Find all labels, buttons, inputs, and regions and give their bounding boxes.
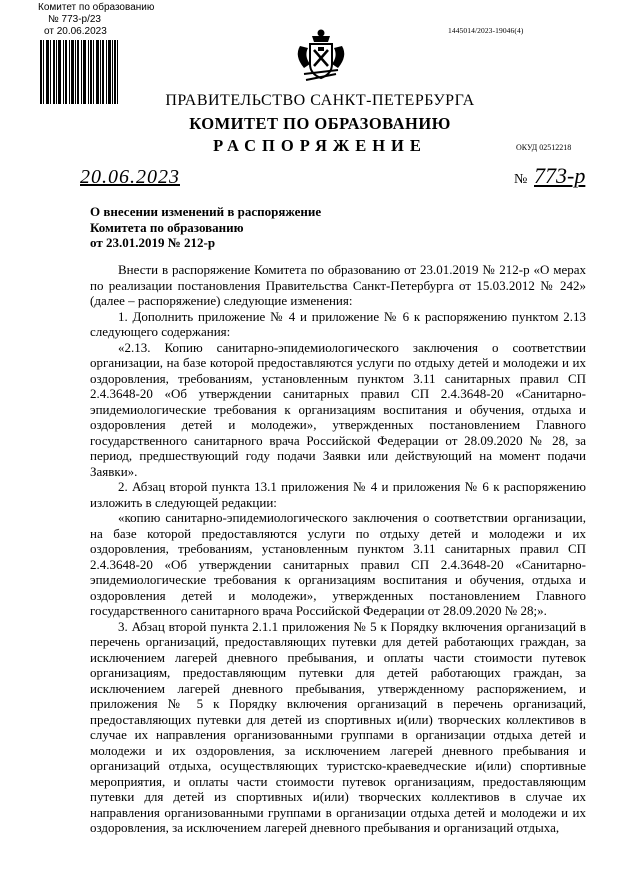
paragraph: 2. Абзац второй пункта 13.1 приложения № 4 и приложения № 6 к распоряжению изложить в следующей редакции: (90, 479, 586, 510)
subject-line: О внесении изменений в распоряжение (90, 204, 322, 219)
stamp-date: от 20.06.2023 (44, 26, 107, 37)
subject-line: от 23.01.2019 № 212-р (90, 235, 216, 250)
stamp-number: № 773-р/23 (48, 14, 101, 25)
paragraph: Внести в распоряжение Комитета по образованию от 23.01.2019 № 212-р «О мерах по реализации постановления Правительства Санкт-Петербурга от 15.03.2012 № 242» (далее – распоряжение) следующие изменения: (90, 262, 586, 308)
paragraph: «2.13. Копию санитарно-эпидемиологического заключения о соответствии организации, на базе которой предоставляются услуги по отдыху детей и молодежи и их оздоровления, требованиям, установленным пунктом 3.11 санитарных правил СП 2.4.3648-20 «Об утверждении санитарных правил СП 2.4.3648-20 «Санитарно-эпидемиологические требования к организациям воспитания и обучения, отдыха и оздоровления детей и молодежи», утвержденных постановлением Главного государственного санитарного врача Российской Федерации от 28.09.2020 № 28, за период, предшествующий году подачи Заявки или действующий на момент подачи Заявки». (90, 339, 586, 479)
document-type: РАСПОРЯЖЕНИЕ (213, 136, 427, 155)
stamp-organization: Комитет по образованию (38, 2, 155, 13)
coat-of-arms-icon (292, 28, 350, 86)
government-title: ПРАВИТЕЛЬСТВО САНКТ-ПЕТЕРБУРГА (165, 92, 475, 109)
document-subject (90, 204, 321, 251)
paragraph: 3. Абзац второй пункта 2.1.1 приложения № 5 к Порядку включения организаций в перечень организаций, предоставляющих путевки для детей работающих граждан, за исключением лагерей дневного пребывания, и оплаты части стоимости путевок организациям, предоставляющим путевки для детей работающих граждан, за исключением лагерей дневного пребывания, утвержденному распоряжением, и приложения № 5 к Порядку включения организаций в перечень организаций, предоставляющих путевки для детей из спортивных и(или) творческих коллективов в случае их направления организованными группами в организации отдыха детей и молодежи и их оздоровления, за исключением лагерей дневного пребывания и организаций отдыха, осуществляющих туристско-краеведческие и(или) спортивные мероприятия, и оплаты части стоимости путевок организациям, предоставляющим путевки для детей из спортивных и(или) творческих коллективов в случае их направления организованными группами в организации отдыха детей и молодежи и их оздоровления, за исключением лагерей дневного пребывания и организаций отдыха, (90, 618, 586, 835)
paragraph: «копию санитарно-эпидемиологического заключения о соответствии организации, на базе которой предоставляются услуги по отдыху детей и молодежи и их оздоровления, требованиям, установленным пунктом 3.11 санитарных правил СП 2.4.3648-20 «Об утверждении санитарных правил СП 2.4.3648-20 «Санитарно-эпидемиологические требования к организациям воспитания и обучения, отдыха и оздоровления детей и молодежи», утвержденных постановлением Главного государственного санитарного врача Российской Федерации от 28.09.2020 № 28;». (90, 510, 586, 618)
number-label: № (514, 172, 528, 187)
okud-code: ОКУД 02512218 (516, 143, 572, 152)
paragraph: 1. Дополнить приложение № 4 и приложение № 6 к распоряжению пунктом 2.13 следующего содержания: (90, 308, 586, 339)
document-number: 773-р (534, 163, 586, 188)
document-date: 20.06.2023 (80, 166, 180, 188)
committee-title: КОМИТЕТ ПО ОБРАЗОВАНИЮ (189, 114, 451, 133)
registration-stamp (38, 2, 154, 38)
subject-line: Комитета по образованию (90, 219, 244, 235)
document-body (90, 262, 586, 836)
document-id: 1445014/2023-19046(4) (448, 26, 524, 35)
